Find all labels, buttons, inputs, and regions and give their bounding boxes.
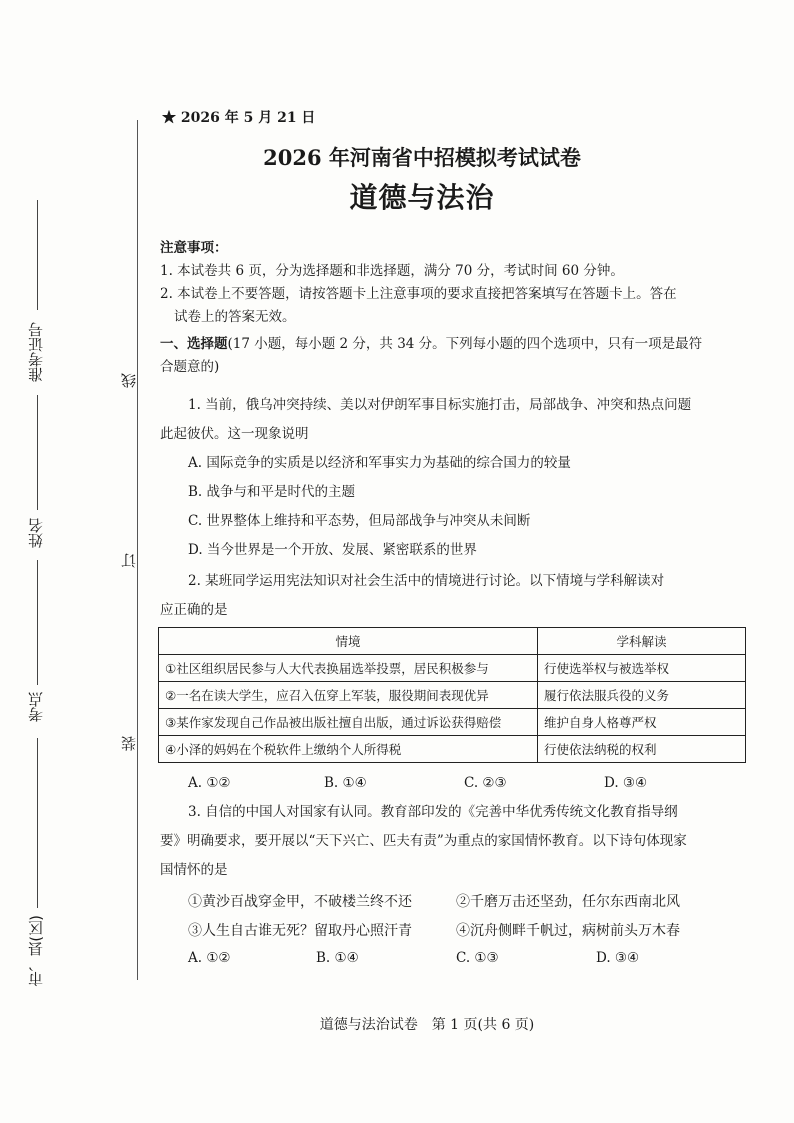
site-label: 考点 bbox=[27, 692, 45, 722]
binding-mark-zhuang: 装 bbox=[120, 736, 138, 751]
site-underline bbox=[37, 560, 38, 685]
q2-table bbox=[158, 627, 746, 763]
section-desc: (17 小题，每小题 2 分，共 34 分。下列每小题的四个选项中，只有一项是最符 bbox=[227, 336, 703, 352]
section-choice bbox=[160, 333, 750, 379]
table-cell: ④小泽的妈妈在个税软件上缴纳个人所得税 bbox=[159, 736, 538, 763]
name-underline bbox=[37, 395, 38, 510]
q2-options bbox=[188, 775, 647, 791]
q1-option-d: D. 当今世界是一个开放、发展、紧密联系的世界 bbox=[188, 542, 477, 558]
q3-option-c: C. ①③ bbox=[456, 950, 499, 966]
notice-heading: 注意事项： bbox=[160, 240, 228, 256]
binding-dashed-line bbox=[137, 120, 138, 980]
table-cell: ②一名在读大学生，应召入伍穿上军装，服役期间表现优异 bbox=[159, 682, 538, 709]
notice-item-2-cont: 试卷上的答案无效。 bbox=[174, 309, 296, 325]
table-row bbox=[159, 736, 746, 763]
table-header: 学科解读 bbox=[538, 628, 746, 655]
q3-stem-cont: 要》明确要求，要开展以“天下兴亡、匹夫有责”为重点的家国情怀教育。以下诗句体现家 bbox=[160, 833, 687, 849]
q1-stem: 1. 当前，俄乌冲突持续、美以对伊朗军事目标实施打击，局部战争、冲突和热点问题 bbox=[188, 397, 692, 413]
table-row bbox=[159, 655, 746, 682]
exam-no-underline bbox=[37, 200, 38, 310]
q3-stem: 3. 自信的中国人对国家有认同。教育部印发的《完善中华优秀传统文化教育指导纲 bbox=[188, 804, 678, 820]
table-cell: 维护自身人格尊严权 bbox=[538, 709, 746, 736]
q2-option-a: A. ①② bbox=[188, 775, 231, 791]
section-heading: 一、选择题 bbox=[160, 336, 228, 352]
q3-poem: ④沉舟侧畔千帆过，病树前头万木春 bbox=[456, 923, 680, 939]
question-2 bbox=[160, 567, 750, 625]
q3-poem-row-2 bbox=[188, 920, 680, 940]
table-cell: 行使依法纳税的权利 bbox=[538, 736, 746, 763]
exam-no-label: 准考证号 bbox=[27, 322, 45, 382]
exam-title: 2026 年河南省中招模拟考试试卷 bbox=[263, 145, 581, 170]
q1-option-b: B. 战争与和平是时代的主题 bbox=[188, 484, 356, 500]
binding-mark-line: 线 bbox=[120, 373, 138, 388]
q1-stem-cont: 此起彼伏。这一现象说明 bbox=[160, 426, 309, 442]
q2-option-c: C. ②③ bbox=[464, 775, 507, 791]
q3-stem-cont2: 国情怀的是 bbox=[160, 862, 228, 878]
city-label: 市、县(区) bbox=[27, 915, 45, 987]
question-3 bbox=[160, 798, 750, 885]
q3-options bbox=[188, 950, 639, 966]
notice-section bbox=[160, 237, 750, 329]
q2-option-b: B. ①④ bbox=[324, 775, 367, 791]
exam-date: ★ 2026 年 5 月 21 日 bbox=[162, 110, 316, 126]
q3-poem: ①黄沙百战穿金甲，不破楼兰终不还 bbox=[188, 894, 412, 910]
table-cell: 履行依法服兵役的义务 bbox=[538, 682, 746, 709]
section-desc-cont: 合题意的) bbox=[160, 359, 220, 375]
binding-mark-ding: 订 bbox=[120, 553, 138, 568]
table-row bbox=[159, 682, 746, 709]
table-header-row bbox=[159, 628, 746, 655]
table-cell: ①社区组织居民参与人大代表换届选举投票，居民积极参与 bbox=[159, 655, 538, 682]
notice-item-2: 2. 本试卷上不要答题，请按答题卡上注意事项的要求直接把答案填写在答题卡上。答在 bbox=[160, 286, 677, 302]
name-label: 姓名 bbox=[27, 518, 45, 548]
q2-stem-cont: 应正确的是 bbox=[160, 602, 228, 618]
q3-option-d: D. ③④ bbox=[596, 950, 640, 966]
q2-option-d: D. ③④ bbox=[604, 775, 648, 791]
q2-stem: 2. 某班同学运用宪法知识对社会生活中的情境进行讨论。以下情境与学科解读对 bbox=[188, 573, 665, 589]
q3-poem: ②千磨万击还坚劲，任尔东西南北风 bbox=[456, 894, 680, 910]
q3-option-a: A. ①② bbox=[188, 950, 231, 966]
table-header: 情境 bbox=[159, 628, 538, 655]
table-cell: 行使选举权与被选举权 bbox=[538, 655, 746, 682]
q1-option-c: C. 世界整体上维持和平态势，但局部战争与冲突从未间断 bbox=[188, 513, 531, 529]
notice-item-1: 1. 本试卷共 6 页，分为选择题和非选择题，满分 70 分，考试时间 60 分钟。 bbox=[160, 263, 624, 279]
city-underline bbox=[37, 738, 38, 908]
page-footer: 道德与法治试卷 第 1 页(共 6 页) bbox=[319, 1017, 535, 1033]
question-1 bbox=[160, 391, 750, 565]
q3-option-b: B. ①④ bbox=[316, 950, 359, 966]
q1-option-a: A. 国际竞争的实质是以经济和军事实力为基础的综合国力的较量 bbox=[188, 455, 571, 471]
q3-poem-row-1 bbox=[188, 891, 680, 911]
table-row bbox=[159, 709, 746, 736]
subject-title: 道德与法治 bbox=[349, 181, 495, 214]
q3-poem: ③人生自古谁无死？留取丹心照汗青 bbox=[188, 923, 412, 939]
table-cell: ③某作家发现自己作品被出版社擅自出版，通过诉讼获得赔偿 bbox=[159, 709, 538, 736]
